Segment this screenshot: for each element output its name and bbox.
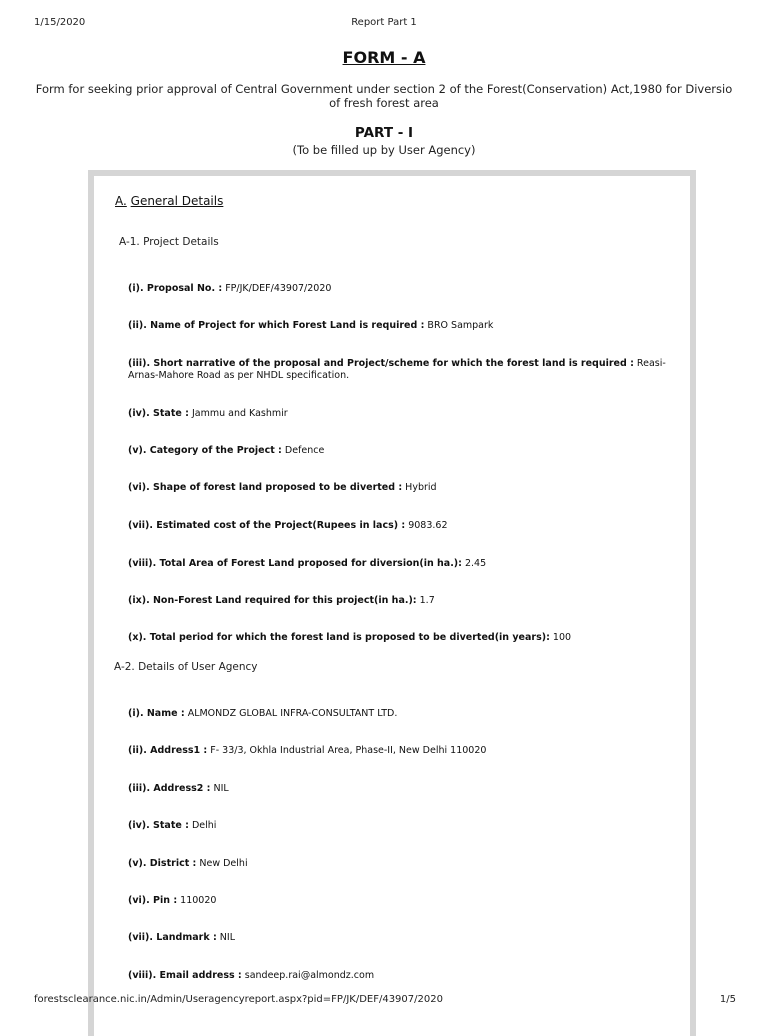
field-value: sandeep.rai@almondz.com bbox=[241, 970, 375, 981]
field-address1 bbox=[128, 745, 668, 757]
field-value: Delhi bbox=[188, 820, 217, 831]
field-value: 100 bbox=[549, 632, 572, 643]
field-district bbox=[128, 858, 668, 870]
field-label: (viii). Total Area of Forest Land proposed for diversion(in ha.): bbox=[128, 558, 462, 569]
field-label: (i). Name : bbox=[128, 708, 185, 719]
field-label: (iv). State : bbox=[128, 408, 189, 419]
field-label: (v). District : bbox=[128, 858, 197, 869]
print-title: Report Part 1 bbox=[351, 17, 417, 28]
part-subtitle: (To be filled up by User Agency) bbox=[292, 143, 476, 157]
form-description: Form for seeking prior approval of Central Government under section 2 of the Forest(Conservation) Act,1980 for Diversio of fresh forest area bbox=[35, 82, 733, 110]
field-label: (vii). Landmark : bbox=[128, 932, 217, 943]
a1-title: A-1. Project Details bbox=[119, 236, 219, 248]
section-a-title: General Details bbox=[130, 194, 224, 208]
field-agency-state bbox=[128, 820, 668, 832]
field-pin bbox=[128, 895, 668, 907]
field-proposal-no bbox=[128, 283, 668, 295]
field-label: (vi). Shape of forest land proposed to be diverted : bbox=[128, 482, 403, 493]
print-date: 1/15/2020 bbox=[34, 17, 86, 28]
field-label: (v). Category of the Project : bbox=[128, 445, 282, 456]
field-value: ALMONDZ GLOBAL INFRA-CONSULTANT LTD. bbox=[184, 708, 398, 719]
field-category bbox=[128, 445, 668, 457]
field-project-name bbox=[128, 320, 668, 332]
form-panel bbox=[88, 170, 696, 1036]
field-estimated-cost bbox=[128, 520, 668, 532]
field-value: 110020 bbox=[177, 895, 217, 906]
field-value: FP/JK/DEF/43907/2020 bbox=[222, 283, 332, 294]
part-title: PART - I bbox=[354, 125, 414, 141]
field-label: (ii). Address1 : bbox=[128, 745, 208, 756]
field-value: 9083.62 bbox=[405, 520, 448, 531]
field-label: (ix). Non-Forest Land required for this project(in ha.): bbox=[128, 595, 417, 606]
field-non-forest-land bbox=[128, 595, 668, 607]
field-agency-name bbox=[128, 708, 668, 720]
field-value: New Delhi bbox=[196, 858, 248, 869]
print-url: forestsclearance.nic.in/Admin/Useragencyreport.aspx?pid=FP/JK/DEF/43907/2020 bbox=[34, 994, 443, 1005]
field-label: (iv). State : bbox=[128, 820, 189, 831]
field-label: (x). Total period for which the forest land is proposed to be diverted(in years): bbox=[128, 632, 550, 643]
print-page-number: 1/5 bbox=[719, 994, 736, 1005]
field-value: NIL bbox=[210, 783, 229, 794]
field-state bbox=[128, 408, 668, 420]
field-address2 bbox=[128, 783, 668, 795]
field-landmark bbox=[128, 932, 668, 944]
section-a-prefix: A. bbox=[115, 194, 127, 208]
field-label: (vii). Estimated cost of the Project(Rupees in lacs) : bbox=[128, 520, 406, 531]
field-short-narrative bbox=[128, 358, 668, 382]
field-shape bbox=[128, 482, 668, 494]
field-value: 2.45 bbox=[461, 558, 487, 569]
field-forest-area bbox=[128, 558, 668, 570]
section-a-heading bbox=[115, 194, 223, 208]
field-label: (iii). Short narrative of the proposal and Project/scheme for which the forest land is required : bbox=[128, 358, 634, 369]
field-label: (i). Proposal No. : bbox=[128, 283, 223, 294]
field-value: NIL bbox=[216, 932, 235, 943]
field-total-period bbox=[128, 632, 668, 644]
field-value: Jammu and Kashmir bbox=[188, 408, 288, 419]
a2-title: A-2. Details of User Agency bbox=[114, 661, 258, 673]
field-email bbox=[128, 970, 668, 982]
field-value: Defence bbox=[281, 445, 325, 456]
field-label: (vi). Pin : bbox=[128, 895, 178, 906]
form-title: FORM - A bbox=[342, 48, 426, 67]
field-label: (viii). Email address : bbox=[128, 970, 242, 981]
field-label: (ii). Name of Project for which Forest Land is required : bbox=[128, 320, 425, 331]
field-value: BRO Sampark bbox=[424, 320, 494, 331]
field-value: F- 33/3, Okhla Industrial Area, Phase-II, New Delhi 110020 bbox=[207, 745, 487, 756]
field-value: Hybrid bbox=[402, 482, 437, 493]
field-label: (iii). Address2 : bbox=[128, 783, 211, 794]
field-value: Reasi-Arnas-Mahore Road as per NHDL specification. bbox=[128, 358, 666, 381]
field-value: 1.7 bbox=[416, 595, 435, 606]
